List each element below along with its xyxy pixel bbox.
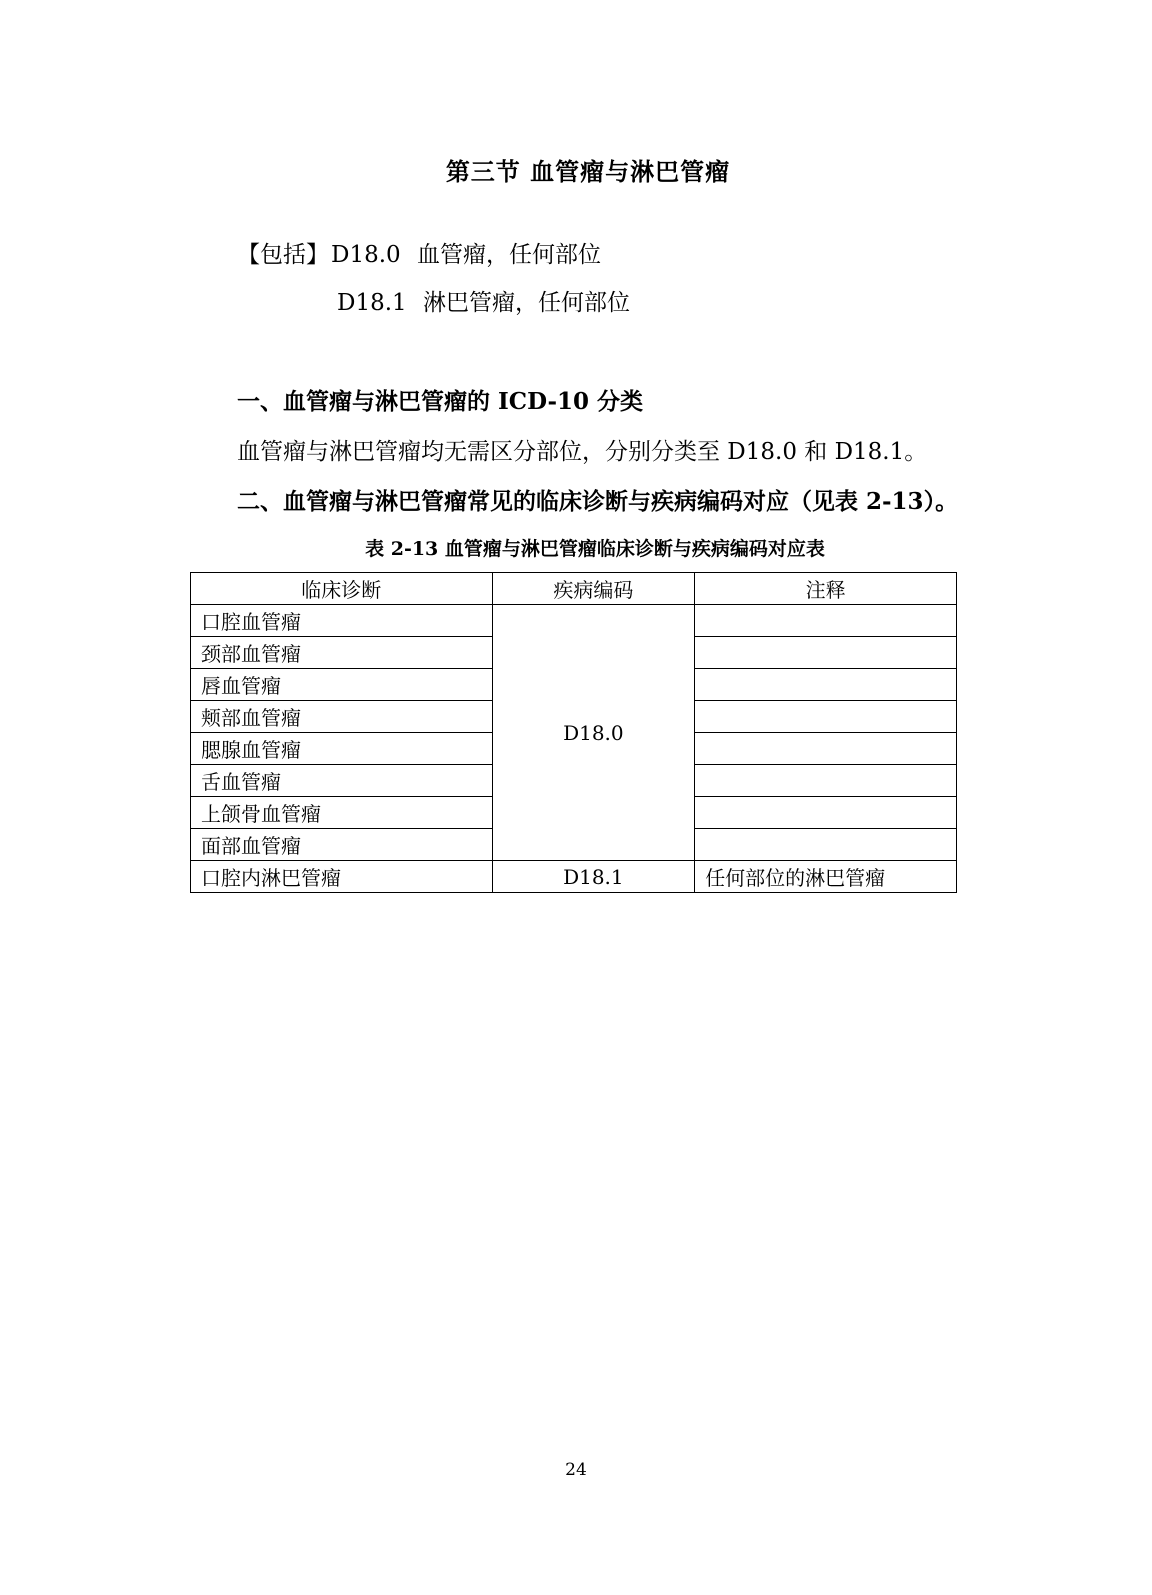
table-caption: 表 2-13 血管瘤与淋巴管瘤临床诊断与疾病编码对应表 (365, 538, 825, 560)
diagnosis-cell: 上颌骨血管瘤 (191, 797, 493, 829)
note-cell (695, 733, 957, 765)
include-text: 淋巴管瘤，任何部位 (423, 290, 630, 316)
include-item (237, 236, 601, 269)
page-number: 24 (565, 1460, 587, 1480)
include-code: D18.0 (331, 242, 401, 268)
diagnosis-cell: 口腔血管瘤 (191, 605, 493, 637)
diagnosis-code-table (190, 572, 957, 893)
note-cell (695, 829, 957, 861)
diagnosis-cell: 面部血管瘤 (191, 829, 493, 861)
note-cell (695, 797, 957, 829)
paragraph-classification: 血管瘤与淋巴管瘤均无需区分部位，分别分类至 D18.0 和 D18.1。 (237, 439, 928, 465)
include-label: 【包括】 (237, 242, 329, 268)
include-code: D18.1 (337, 290, 407, 316)
heading-classification: 一、血管瘤与淋巴管瘤的 ICD-10 分类 (237, 388, 644, 415)
section-title: 第三节 血管瘤与淋巴管瘤 (445, 157, 731, 186)
code-cell: D18.0 (492, 605, 695, 861)
note-cell (695, 637, 957, 669)
heading-mapping: 二、血管瘤与淋巴管瘤常见的临床诊断与疾病编码对应（见表 2-13）。 (237, 488, 959, 515)
include-item (337, 284, 630, 317)
code-cell: D18.1 (492, 861, 695, 893)
diagnosis-cell: 唇血管瘤 (191, 669, 493, 701)
note-cell (695, 701, 957, 733)
table-row (191, 861, 957, 893)
diagnosis-cell: 舌血管瘤 (191, 765, 493, 797)
header-note: 注释 (695, 573, 957, 605)
diagnosis-cell: 颈部血管瘤 (191, 637, 493, 669)
include-text: 血管瘤，任何部位 (417, 242, 601, 268)
diagnosis-cell: 腮腺血管瘤 (191, 733, 493, 765)
diagnosis-cell: 口腔内淋巴管瘤 (191, 861, 493, 893)
header-code: 疾病编码 (492, 573, 695, 605)
table-row (191, 605, 957, 637)
table-header-row (191, 573, 957, 605)
note-cell (695, 669, 957, 701)
note-cell (695, 605, 957, 637)
note-cell (695, 765, 957, 797)
header-diagnosis: 临床诊断 (191, 573, 493, 605)
diagnosis-cell: 颊部血管瘤 (191, 701, 493, 733)
note-cell: 任何部位的淋巴管瘤 (695, 861, 957, 893)
